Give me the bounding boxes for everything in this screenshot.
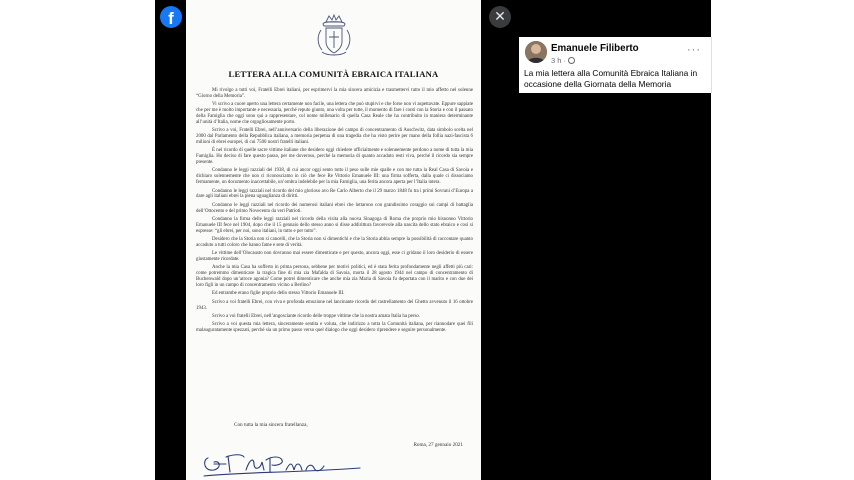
post-author[interactable]: Emanuele Filiberto xyxy=(551,43,639,54)
avatar-portrait-icon xyxy=(525,41,547,63)
letter-paragraph: Le vittime dell’Olocausto non dovranno mai essere dimenticate e per questo, ancora oggi, esse ci gridano il loro desiderio di essere giustamente ricordate. xyxy=(196,251,473,263)
letter-paragraph: Ed entrambe erano figlie proprio dello stesso Vittorio Emanuele III. xyxy=(212,291,345,297)
letter-body xyxy=(196,88,473,336)
letter-paragraph: Scrivo a voi questa mia lettera, sinceramente sentita e voluta, che indirizzo a tutta la Comunità italiana, per riannodare quei fili malauguratamente spezzati, perché sia un primo passo verso quel dialogo che oggi desidero riprendere e seguire personalmente. xyxy=(196,322,473,334)
close-button[interactable] xyxy=(489,6,511,28)
post-timestamp[interactable] xyxy=(551,56,575,65)
letter-paragraph: Anche la mia Casa ha sofferto in prima persona, sebbene per motivi politici, ed è stata ferita profondamente negli affetti più cari: come potremmo dimenticare la tragica fine di mia zia Mafalda di Savoia, morta il 28 agosto 1944 nel campo di concentramento di Buchenwald dopo un’atroce agonia? Come potrei dimenticare che anche mia zia Maria di Savoia fu deportata con il marito e con due dei loro figli in un campo di concentramento vicino a Berlino? xyxy=(196,265,473,289)
post-time[interactable]: 3 h · xyxy=(551,56,569,65)
letter-paragraph: Condanno le leggi razziali nel ricordo del mio glorioso avo Re Carlo Alberto che il 29 marzo 1848 fu tra i primi Sovrani d’Europa a dare agli italiani ebrei la piena uguaglianza di diritti. xyxy=(196,188,473,200)
letter-paragraph: Vi scrivo a cuore aperto una lettera certamente non facile, una lettera che può stupirvi e che forse non vi aspettavate. Eppure sappiate che per me è molto importante e necessaria, perché reputo giunto, una volta per tutte, il momento di fare i conti con la Storia e con il passato della Famiglia che oggi sono qui a rappresentare, col nome millenario di quella Casa Reale che ha contribuito in maniera determinante all’unità d’Italia, nome che orgogliosamente porto. xyxy=(196,102,473,125)
close-icon: ✕ xyxy=(494,9,506,25)
post-text: La mia lettera alla Comunità Ebraica Italiana in occasione della Giornata della Memoria xyxy=(524,68,698,89)
letter-date: Roma, 27 gennaio 2021 xyxy=(413,442,463,448)
facebook-logo-icon[interactable]: f xyxy=(160,6,182,28)
royal-crest-icon xyxy=(309,12,359,58)
more-options-icon[interactable]: ··· xyxy=(687,44,701,56)
letter-photo xyxy=(186,0,481,480)
letter-paragraph: Condanno le leggi razziali nel ricordo dei numerosi italiani ebrei che lottarono con grandissimo coraggio sui campi di battaglia dell’Ottocento e del primo Novecento da veri Patrioti. xyxy=(196,202,473,214)
letter-paragraph: Condanno le leggi razziali del 1938, di cui ancor oggi sento tutto il peso sulle mie spalle e con me tutta la Real Casa di Savoia e dichiaro solennemente che non ci riconosciamo in ciò che fece Re Vittorio Emanuele III: una firma sofferta, dalla quale ci dissociamo fermamente, un documento inaccettabile, un’ombra indelebile per la mia Famiglia, una ferita ancora aperta per l’Italia intera. xyxy=(196,168,473,186)
letter-paragraph: Mi rivolgo a tutti voi, Fratelli Ebrei italiani, per esprimervi la mia sincera amicizia e trasmettervi tutto il mio affetto nel solenne “Giorno della Memoria”. xyxy=(196,88,473,99)
letter-paragraph: Scrivo a voi fratelli Ebrei, nell’angosciante ricordo delle troppe vittime che la nostra amata Italia ha perso. xyxy=(212,313,421,319)
handwritten-signature xyxy=(200,448,370,480)
letter-paragraph: Condanno la firma delle leggi razziali nel ricordo della visita alla nuova Sinagoga di Roma che proprio mio bisnonno Vittorio Emanuele III fece nel 1904, dopo che il 15 gennaio dello stesso anno si disse addirittura favorevole alla nascita dello stato ebraico e così si espresse: “gli ebrei, per noi, sono italiani, in tutto e per tutto”. xyxy=(196,216,473,234)
letter-title: LETTERA ALLA COMUNITÀ EBRAICA ITALIANA xyxy=(228,69,439,79)
letter-closing: Con tutta la mia sincera fratellanza, xyxy=(234,422,308,428)
globe-icon xyxy=(568,57,575,64)
letter-paragraph: Scrivo a voi, Fratelli Ebrei, nell’anniversario della liberazione del campo di concentramento di Auschwitz, data simbolo scelta nel 2000 dal Parlamento della Repubblica italiana, a memoria perpetua di una tragedia che ha visto perire per mano della follia nazi-fascista 6 milioni di ebrei europei, di cui 7500 nostri fratelli italiani. xyxy=(196,128,473,146)
letter-paragraph: Desidero che la Storia non si cancelli, che la Storia non si dimentichi e che la Storia abbia sempre la possibilità di raccontare quanto accaduto a tutti coloro che hanno fame e sete di verità. xyxy=(196,237,473,248)
letter-paragraph: Scrivo a voi fratelli Ebrei, con viva e profonda emozione nel lancinante ricordo del rastrellamento del Ghetto avvenuto il 16 ottobre 1943. xyxy=(196,299,473,311)
avatar[interactable] xyxy=(525,41,547,63)
letter-paragraph: È nel ricordo di quelle sacre vittime italiane che desidero oggi chiedere ufficialmente e solennemente perdono a nome di tutta la mia Famiglia. Ho deciso di fare questo passo, per me doveroso, perché la memoria di quanto accaduto resti viva, perché il ricordo sia sempre presente. xyxy=(196,148,473,166)
